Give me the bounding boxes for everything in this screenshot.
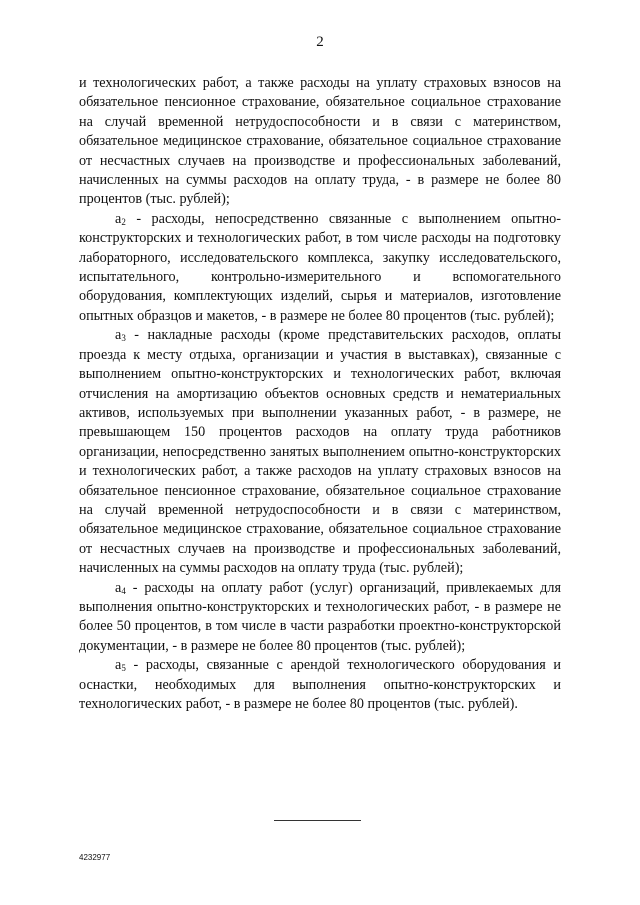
footer-divider xyxy=(274,820,361,821)
item-letter: а xyxy=(115,657,122,674)
item-subscript: 3 xyxy=(121,333,126,344)
item-letter: а xyxy=(115,327,122,344)
item-subscript: 5 xyxy=(121,663,126,674)
paragraph-text: - расходы, связанные с арендой технологического оборудования и оснастки, необходимых для выполнения опытно-конструкторских и технологических работ, - в размере не более 80 процентов (тыс. рублей). xyxy=(79,657,561,712)
item-subscript: 2 xyxy=(121,216,126,227)
paragraph-a5 xyxy=(79,656,561,714)
document-body xyxy=(79,74,561,714)
paragraph-text: - накладные расходы (кроме представительских расходов, оплаты проезда к месту отдыха, организации и участия в выставках), связанные с выполнением опытно-конструкторских и технологических работ, включая отчисления на амортизацию объектов основных средств и нематериальных активов, используемых при выполнении указанных работ, - в размере, не превышающем 150 процентов расходов на оплату труда работников организации, непосредственно занятых выполнением опытно-конструкторских и технологических работ, а также расходов на уплату страховых взносов на обязательное пенсионное страхование, обязательное социальное страхование на случай временной нетрудоспособности и в связи с материнством, обязательное медицинское страхование, обязательное социальное страхование от несчастных случаев на производстве и профессиональных заболеваний, начисленных на суммы расходов на оплату труда (тыс. рублей); xyxy=(79,327,561,577)
paragraph-a2 xyxy=(79,210,561,326)
item-subscript: 4 xyxy=(121,585,126,596)
document-code: 4232977 xyxy=(79,853,111,862)
item-letter: а xyxy=(115,210,122,227)
paragraph-text: и технологических работ, а также расходы на уплату страховых взносов на обязательное пенсионное страхование, обязательное социальное страхование на случай временной нетрудоспособности и в связи с материнством, обязательное медицинское страхование, обязательное социальное страхование от несчастных случаев на производстве и профессиональных заболеваний, начисленных на суммы расходов на оплату труда, - в размере не более 80 процентов (тыс. рублей); xyxy=(79,75,561,208)
paragraph-text: - расходы на оплату работ (услуг) организаций, привлекаемых для выполнения опытно-конструкторских и технологических работ, - в размере не более 50 процентов, в том числе в части разработки проектно-конструкторской документации, - в размере не более 80 процентов (тыс. рублей); xyxy=(79,579,561,654)
paragraph-a4 xyxy=(79,579,561,657)
paragraph-text: - расходы, непосредственно связанные с выполнением опытно-конструкторских и технологических работ, в том числе расходы на подготовку лабораторного, исследовательского комплекса, закупку исследовательского, испытательного, контрольно-измерительного и вспомогательного оборудования, комплектующих изделий, сырья и материалов, изготовление опытных образцов и макетов, - в размере не более 80 процентов (тыс. рублей); xyxy=(79,210,561,324)
paragraph-a3 xyxy=(79,326,561,578)
paragraph-continuation xyxy=(79,74,561,210)
page-number: 2 xyxy=(316,34,324,50)
item-letter: а xyxy=(115,579,122,596)
